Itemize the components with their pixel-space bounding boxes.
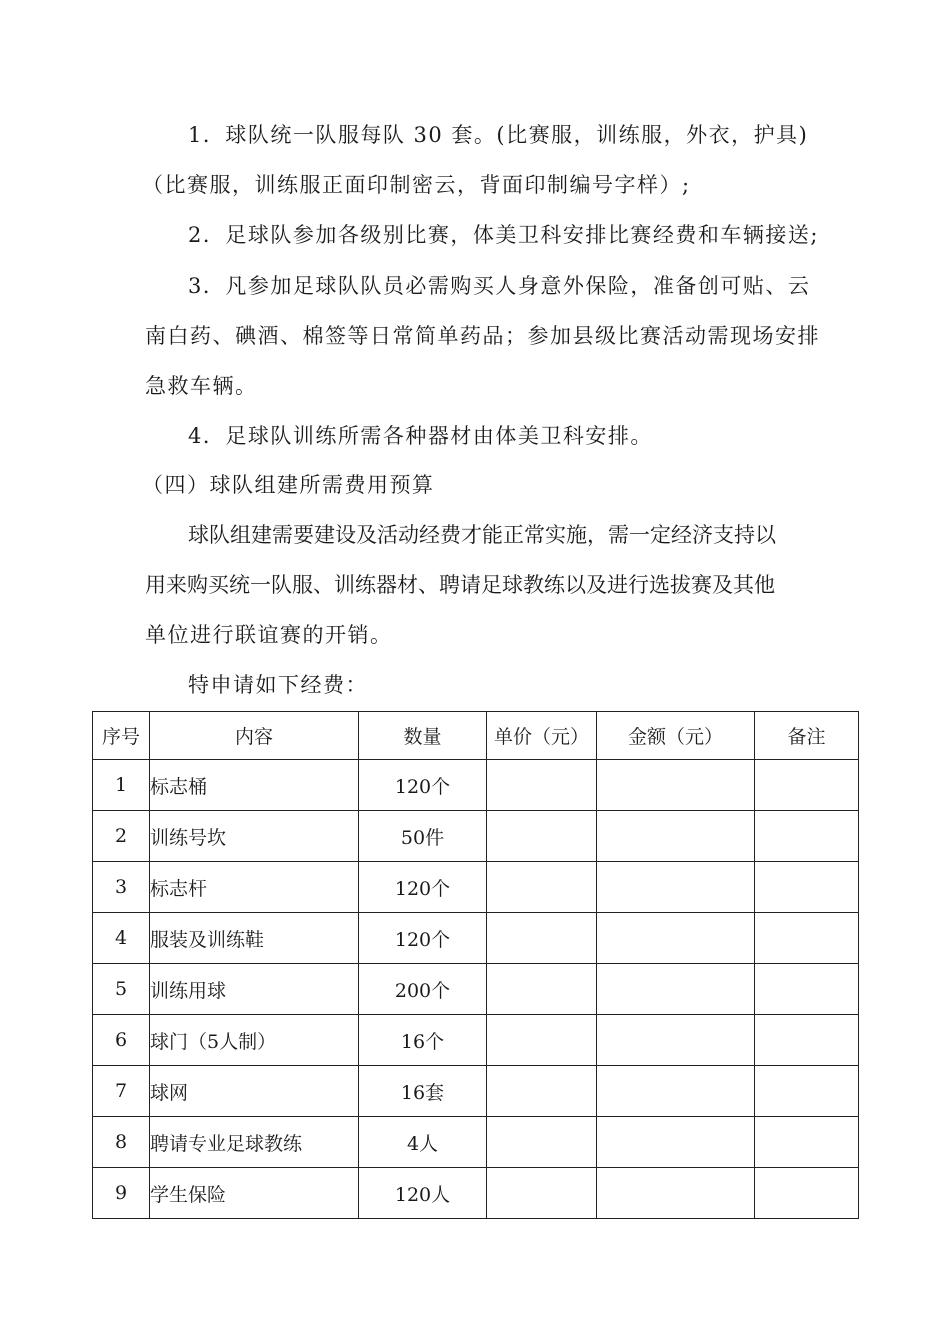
table-row <box>93 811 859 862</box>
row-quantity: 16个 <box>359 1015 487 1066</box>
row-quantity: 4人 <box>359 1117 487 1168</box>
row-item: 学生保险 <box>150 1168 359 1219</box>
row-index: 3 <box>93 862 150 913</box>
row-item: 训练用球 <box>150 964 359 1015</box>
header-quantity: 数量 <box>359 712 487 760</box>
row-unit-price <box>487 964 597 1015</box>
row-item: 球门（5人制） <box>150 1015 359 1066</box>
paragraph-3-line-1: 3．凡参加足球队队员必需购买人身意外保险，准备创可贴、云 <box>188 274 811 298</box>
header-content: 内容 <box>150 712 359 760</box>
table-row <box>93 760 859 811</box>
header-note: 备注 <box>755 712 859 760</box>
table-row <box>93 1168 859 1219</box>
row-unit-price <box>487 1015 597 1066</box>
row-quantity: 120个 <box>359 760 487 811</box>
paragraph-1-line-1: 1．球队统一队服每队 30 套。(比赛服，训练服，外衣，护具) <box>188 123 809 147</box>
row-amount <box>597 811 755 862</box>
row-amount <box>597 913 755 964</box>
table-row <box>93 862 859 913</box>
row-item: 聘请专业足球教练 <box>150 1117 359 1168</box>
row-note <box>755 964 859 1015</box>
header-index: 序号 <box>93 712 150 760</box>
row-note <box>755 862 859 913</box>
row-amount <box>597 1168 755 1219</box>
row-item: 标志桶 <box>150 760 359 811</box>
row-item: 服装及训练鞋 <box>150 913 359 964</box>
section-heading: （四）球队组建所需费用预算 <box>142 473 435 497</box>
table-row <box>93 913 859 964</box>
row-note <box>755 1015 859 1066</box>
table-row <box>93 1015 859 1066</box>
row-note <box>755 1066 859 1117</box>
row-item: 标志杆 <box>150 862 359 913</box>
row-note <box>755 811 859 862</box>
row-unit-price <box>487 1168 597 1219</box>
row-index: 6 <box>93 1015 150 1066</box>
row-note <box>755 1168 859 1219</box>
paragraph-4: 4．足球队训练所需各种器材由体美卫科安排。 <box>188 424 653 448</box>
table-row <box>93 1066 859 1117</box>
row-amount <box>597 760 755 811</box>
row-amount <box>597 1117 755 1168</box>
paragraph-2: 2．足球队参加各级别比赛，体美卫科安排比赛经费和车辆接送; <box>188 223 819 247</box>
row-amount <box>597 1015 755 1066</box>
row-quantity: 120人 <box>359 1168 487 1219</box>
row-unit-price <box>487 913 597 964</box>
paragraph-5-line-3: 单位进行联谊赛的开销。 <box>145 623 393 647</box>
row-index: 1 <box>93 760 150 811</box>
row-quantity: 16套 <box>359 1066 487 1117</box>
row-index: 5 <box>93 964 150 1015</box>
row-unit-price <box>487 760 597 811</box>
paragraph-3-line-2: 南白药、碘酒、棉签等日常简单药品；参加县级比赛活动需现场安排 <box>145 324 820 348</box>
row-index: 8 <box>93 1117 150 1168</box>
row-amount <box>597 1066 755 1117</box>
row-quantity: 120个 <box>359 913 487 964</box>
row-index: 7 <box>93 1066 150 1117</box>
row-unit-price <box>487 1117 597 1168</box>
row-unit-price <box>487 1066 597 1117</box>
header-unit-price: 单价（元） <box>487 712 597 760</box>
row-amount <box>597 964 755 1015</box>
table-row <box>93 964 859 1015</box>
row-quantity: 120个 <box>359 862 487 913</box>
row-unit-price <box>487 811 597 862</box>
request-line: 特申请如下经费： <box>188 673 368 697</box>
row-index: 4 <box>93 913 150 964</box>
row-item: 训练号坎 <box>150 811 359 862</box>
paragraph-5-line-2: 用来购买统一队服、训练器材、聘请足球教练以及进行选拔赛及其他 <box>145 573 775 597</box>
paragraph-3-line-3: 急救车辆。 <box>145 374 258 398</box>
row-quantity: 50件 <box>359 811 487 862</box>
row-note <box>755 913 859 964</box>
row-unit-price <box>487 862 597 913</box>
header-amount: 金额（元） <box>597 712 755 760</box>
row-note <box>755 760 859 811</box>
row-index: 9 <box>93 1168 150 1219</box>
row-quantity: 200个 <box>359 964 487 1015</box>
row-note <box>755 1117 859 1168</box>
row-item: 球网 <box>150 1066 359 1117</box>
paragraph-1-line-2: （比赛服，训练服正面印制密云，背面印制编号字样）; <box>142 173 691 197</box>
table-header-row <box>93 712 859 760</box>
row-amount <box>597 862 755 913</box>
row-index: 2 <box>93 811 150 862</box>
budget-table <box>92 711 859 1219</box>
table-row <box>93 1117 859 1168</box>
paragraph-5-line-1: 球队组建需要建设及活动经费才能正常实施，需一定经济支持以 <box>188 523 776 547</box>
